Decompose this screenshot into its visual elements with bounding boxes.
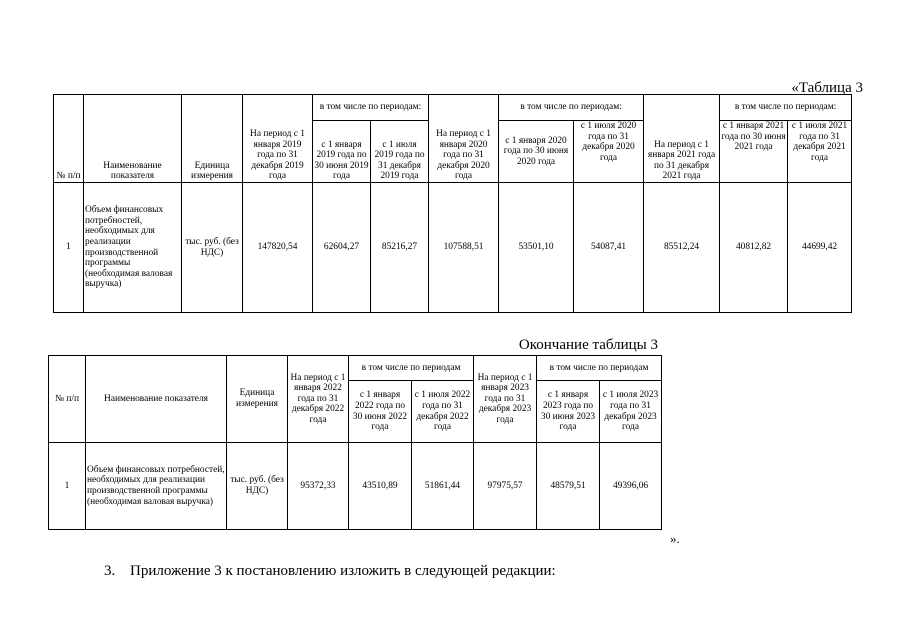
value-2020-h1: 53501,10 (499, 183, 574, 313)
header-2019-h1: с 1 января 2019 года по 30 июня 2019 года (313, 121, 371, 183)
value-2021-h2: 44699,42 (788, 183, 852, 313)
value-2019-h2: 85216,27 (371, 183, 429, 313)
amendment-item-3 (104, 563, 556, 580)
header-period-2020: На период с 1 января 2020 года по 31 декабря 2020 года (429, 95, 499, 183)
header-unit: Единица измерения (227, 356, 288, 443)
value-2023-h2: 49396,06 (600, 443, 662, 530)
header-2021-h1: с 1 января 2021 года по 30 июня 2021 года (720, 121, 788, 183)
header-2023-h1: с 1 января 2023 года по 30 июня 2023 года (537, 381, 600, 443)
header-period-2019: На период с 1 января 2019 года по 31 декабря 2019 года (243, 95, 313, 183)
header-num: № п/п (54, 95, 84, 183)
row-unit: тыс. руб. (без НДС) (227, 443, 288, 530)
header-incl-2020: в том числе по периодам: (499, 95, 644, 121)
header-2020-h1: с 1 января 2020 года по 30 июня 2020 года (499, 121, 574, 183)
header-num: № п/п (49, 356, 86, 443)
table-1-caption: «Таблица 3 (791, 80, 863, 96)
header-period-2021: На период с 1 января 2021 года по 31 декабря 2021 года (644, 95, 720, 183)
table-2 (48, 355, 662, 530)
header-incl-2019: в том числе по периодам: (313, 95, 429, 121)
header-2019-h2: с 1 июля 2019 года по 31 декабря 2019 года (371, 121, 429, 183)
item-number: 3. (104, 563, 116, 579)
value-2023-total: 97975,57 (474, 443, 537, 530)
row-name: Объем финансовых потребностей, необходимых для реализации производственной программы (необходимая валовая выручка) (84, 183, 182, 313)
closing-quote-mark: ». (670, 531, 680, 546)
table-1 (53, 94, 852, 313)
value-2022-h1: 43510,89 (349, 443, 412, 530)
header-unit: Единица измерения (182, 95, 243, 183)
header-name: Наименование показателя (84, 95, 182, 183)
header-period-2022: На период с 1 января 2022 года по 31 декабря 2022 года (288, 356, 349, 443)
row-unit: тыс. руб. (без НДС) (182, 183, 243, 313)
value-2022-h2: 51861,44 (412, 443, 474, 530)
value-2022-total: 95372,33 (288, 443, 349, 530)
header-incl-2023: в том числе по периодам (537, 356, 662, 381)
row-num: 1 (49, 443, 86, 530)
header-2022-h1: с 1 января 2022 года по 30 июня 2022 года (349, 381, 412, 443)
header-incl-2022: в том числе по периодам (349, 356, 474, 381)
header-2022-h2: с 1 июля 2022 года по 31 декабря 2022 года (412, 381, 474, 443)
value-2021-total: 85512,24 (644, 183, 720, 313)
value-2019-total: 147820,54 (243, 183, 313, 313)
header-2020-h2: с 1 июля 2020 года по 31 декабря 2020 года (574, 121, 644, 183)
row-num: 1 (54, 183, 84, 313)
row-name: Объем финансовых потребностей, необходимых для реализации производственной программы (необходимая валовая выручка) (86, 443, 227, 530)
value-2020-total: 107588,51 (429, 183, 499, 313)
header-period-2023: На период с 1 января 2023 года по 31 декабря 2023 года (474, 356, 537, 443)
value-2021-h1: 40812,82 (720, 183, 788, 313)
header-incl-2021: в том числе по периодам: (720, 95, 852, 121)
table-row (54, 183, 852, 313)
header-2023-h2: с 1 июля 2023 года по 31 декабря 2023 года (600, 381, 662, 443)
header-name: Наименование показателя (86, 356, 227, 443)
table-2-caption: Окончание таблицы 3 (518, 337, 658, 353)
value-2019-h1: 62604,27 (313, 183, 371, 313)
value-2020-h2: 54087,41 (574, 183, 644, 313)
value-2023-h1: 48579,51 (537, 443, 600, 530)
header-2021-h2: с 1 июля 2021 года по 31 декабря 2021 года (788, 121, 852, 183)
item-text: Приложение 3 к постановлению изложить в следующей редакции: (130, 563, 556, 579)
table-row (49, 443, 662, 530)
